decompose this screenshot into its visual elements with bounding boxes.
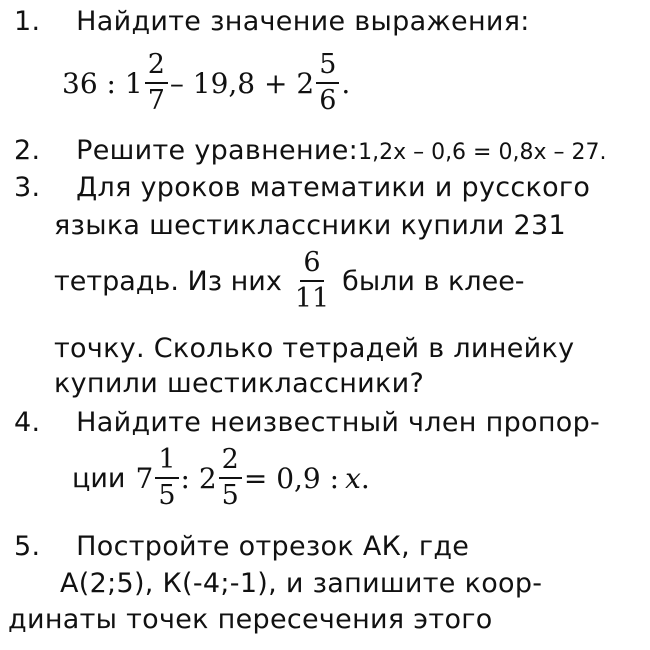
task3-line3 [54, 248, 525, 314]
fraction-numerator: 6 [300, 248, 323, 282]
fraction-5-6 [316, 50, 339, 116]
task2-line [14, 135, 606, 169]
fraction-2-5 [219, 445, 242, 511]
task3-line1 [14, 172, 590, 204]
task3-text-line3a: тетрадь. Из них [54, 265, 282, 297]
task3-line2: языка шестиклассники купили 231 [54, 210, 566, 241]
fraction-numerator: 2 [145, 50, 168, 84]
fraction-numerator: 1 [155, 445, 178, 479]
task5-line2: А(2;5), К(-4;-1), и запишите коор- [60, 568, 543, 599]
task4-line1 [14, 407, 600, 439]
fraction-denominator: 11 [294, 283, 330, 314]
expr-part-b: – 19,8 + 2 [169, 66, 315, 100]
task4-x: x [345, 461, 361, 495]
task3-line4: точку. Сколько тетрадей в линейку [54, 333, 575, 364]
fraction-denominator: 5 [158, 480, 176, 511]
task1-text: Найдите значение выражения: [76, 6, 530, 37]
task4-text-line1: Найдите неизвестный член пропор- [76, 407, 601, 438]
fraction-numerator: 2 [219, 445, 242, 479]
fraction-1-5 [155, 445, 178, 511]
task5-text-line1: Постройте отрезок АК, где [76, 531, 470, 562]
task2-number: 2. [14, 135, 41, 166]
fraction-denominator: 7 [147, 85, 165, 116]
task3-number: 3. [14, 172, 41, 203]
task4-proportion [72, 445, 370, 511]
task4-c: = 0,9 : [243, 461, 340, 495]
task5-line1 [14, 531, 469, 563]
expr-part-a: 36 : 1 [62, 66, 143, 100]
task4-number: 4. [14, 407, 41, 438]
fraction-denominator: 5 [221, 480, 239, 511]
fraction-numerator: 5 [316, 50, 339, 84]
task3-line5: купили шестиклассники? [54, 368, 425, 399]
fraction-denominator: 6 [319, 85, 337, 116]
task1-heading [14, 6, 530, 38]
fraction-2-7 [145, 50, 168, 116]
task5-line3: динаты точек пересечения этого [8, 604, 493, 635]
task1-expression [62, 50, 350, 116]
fraction-6-11 [292, 248, 332, 314]
task5-number: 5. [14, 531, 41, 562]
task4-end: . [360, 461, 370, 495]
task4-a: 7 [135, 461, 154, 495]
task3-text-line1: Для уроков математики и русского [76, 172, 591, 203]
task2-equation: 1,2x – 0,6 = 0,8x – 27. [358, 140, 607, 165]
task2-text: Решите уравнение: [76, 135, 359, 166]
task4-pre: ции [72, 462, 126, 494]
task1-number: 1. [14, 6, 41, 37]
expr-end: . [341, 66, 351, 100]
task3-text-line3b: были в клее- [342, 265, 525, 297]
task4-b: : 2 [180, 461, 217, 495]
